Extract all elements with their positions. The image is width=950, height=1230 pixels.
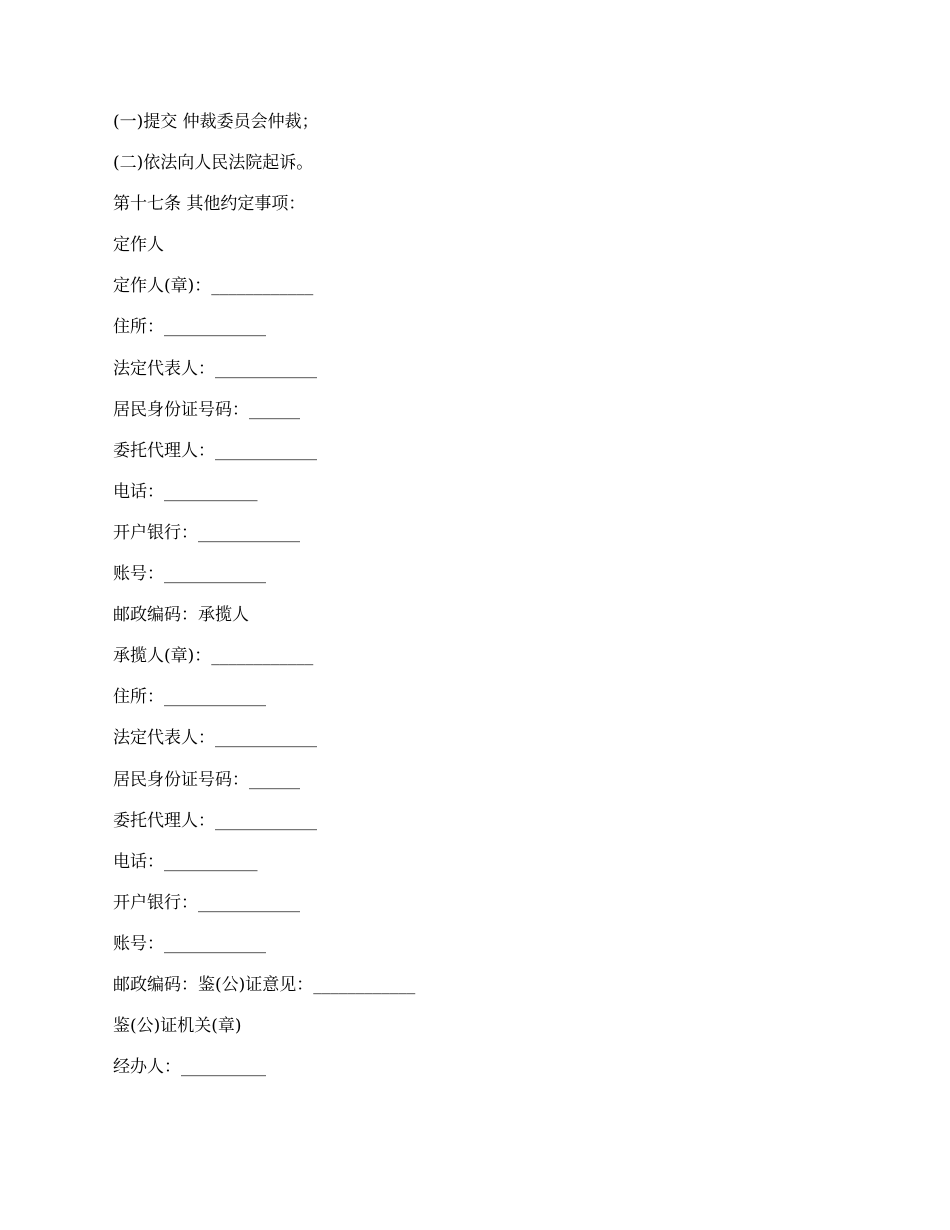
article-17-heading: 第十七条 其他约定事项：: [113, 194, 306, 215]
contractor-seal-field: 承揽人(章)：____________: [113, 646, 314, 667]
orderer-account-field: 账号：____________: [113, 564, 266, 585]
orderer-seal-field: 定作人(章)：____________: [113, 276, 314, 297]
contractor-account-field: 账号：____________: [113, 933, 266, 954]
arbitration-option-line: (一)提交 仲裁委员会仲裁；: [113, 112, 319, 132]
contractor-bank-field: 开户银行：____________: [113, 892, 300, 913]
orderer-postcode-contractor-label: 邮政编码：承揽人: [113, 605, 249, 626]
orderer-phone-field: 电话：___________: [113, 481, 258, 502]
document-page: [113, 102, 853, 1088]
notary-office-seal-label: 鉴(公)证机关(章): [113, 1016, 242, 1037]
orderer-agent-field: 委托代理人：____________: [113, 440, 317, 461]
contractor-legal-rep-field: 法定代表人：____________: [113, 728, 317, 749]
orderer-id-number-field: 居民身份证号码：______: [113, 399, 300, 420]
contractor-agent-field: 委托代理人：____________: [113, 810, 317, 831]
orderer-legal-rep-field: 法定代表人：____________: [113, 358, 317, 379]
orderer-address-field: 住所：____________: [113, 317, 266, 338]
handler-field: 经办人：__________: [113, 1057, 266, 1078]
contractor-phone-field: 电话：___________: [113, 851, 258, 872]
orderer-bank-field: 开户银行：____________: [113, 522, 300, 543]
litigation-option-line: (二)依法向人民法院起诉。: [113, 153, 314, 174]
orderer-section-label: 定作人: [113, 235, 164, 256]
contractor-postcode-notary-opinion-field: 邮政编码：鉴(公)证意见：____________: [113, 974, 416, 995]
contractor-address-field: 住所：____________: [113, 687, 266, 708]
contractor-id-number-field: 居民身份证号码：______: [113, 769, 300, 790]
